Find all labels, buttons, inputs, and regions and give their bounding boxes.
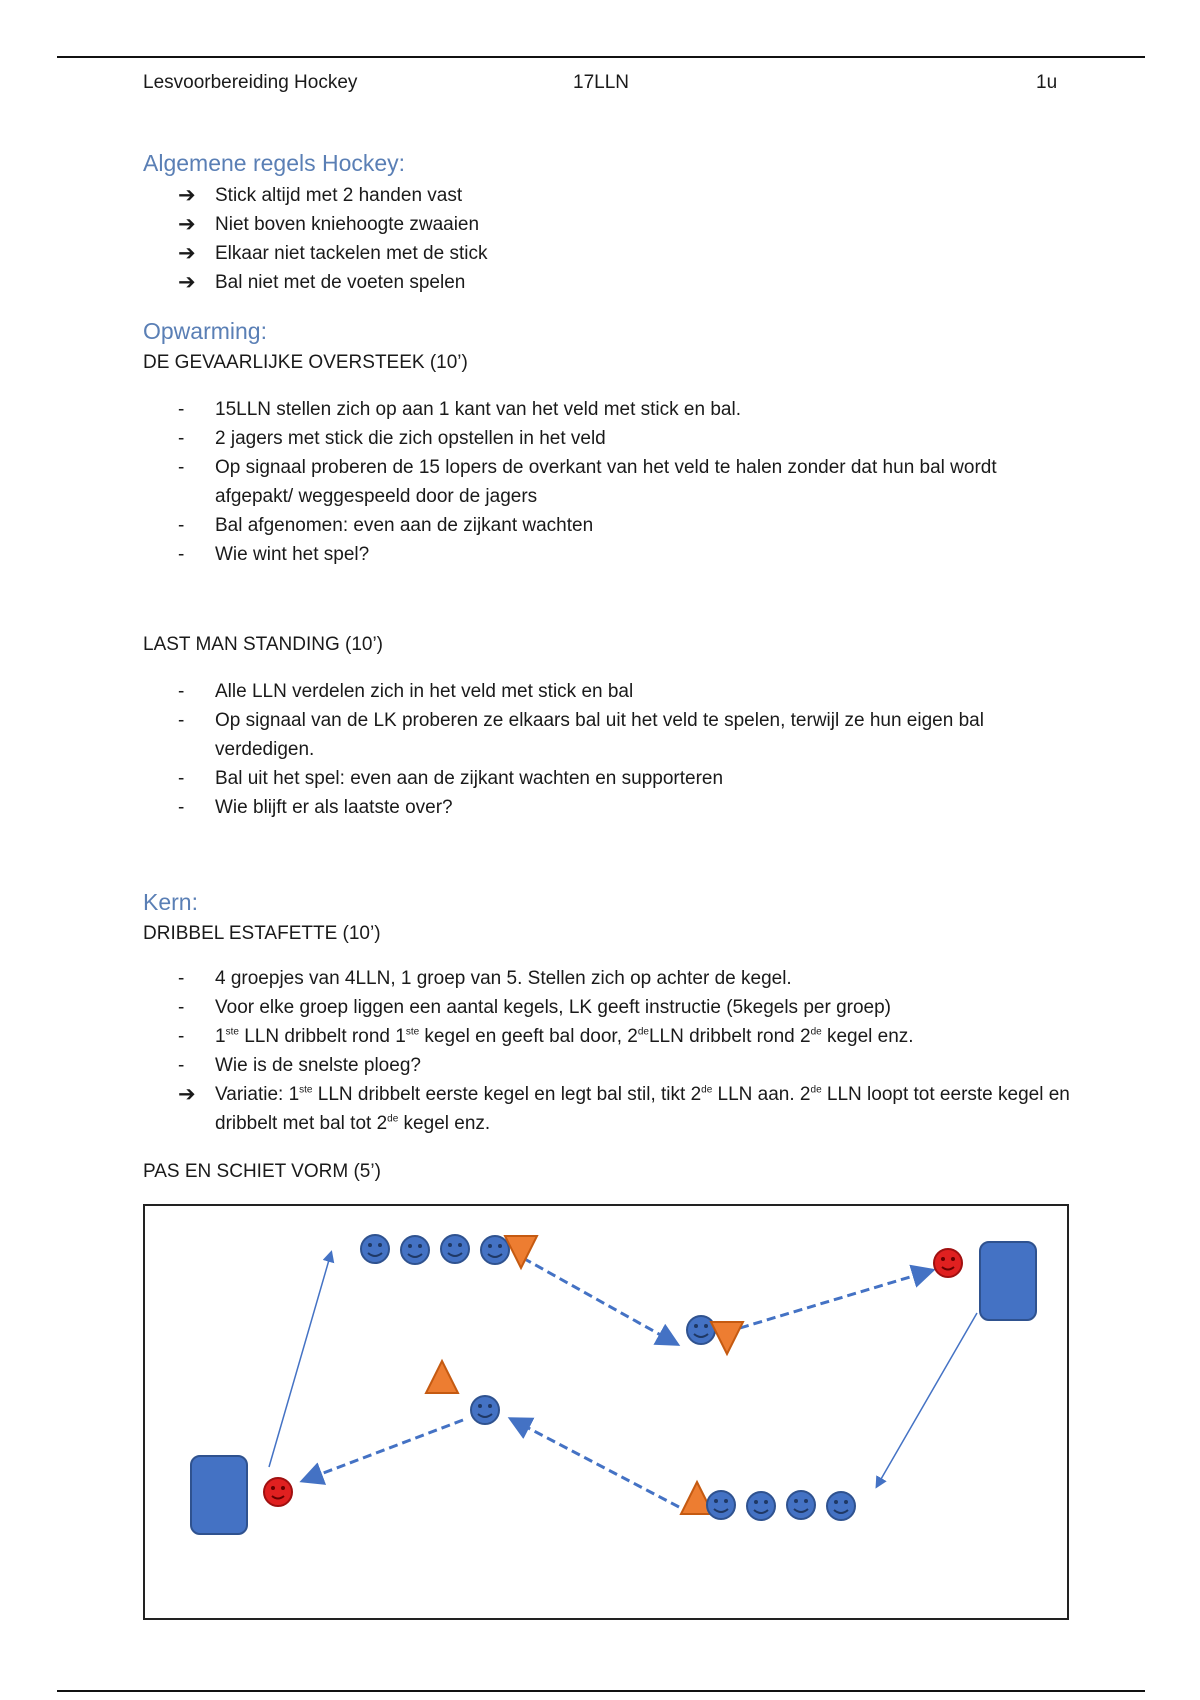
warmup-heading: Opwarming: [143, 318, 267, 344]
pass-shoot-diagram [143, 1204, 1069, 1620]
arrow-right-icon: ➔ [178, 271, 196, 294]
player-icon [471, 1396, 499, 1424]
list-item: ➔ Bal niet met de voeten spelen [178, 268, 1078, 297]
list-item: - Voor elke groep liggen een aantal kegels, LK geeft instructie (5kegels per groep) [178, 997, 891, 1018]
list-item: ➔ Stick altijd met 2 handen vast [178, 181, 1078, 210]
list-item: - Wie wint het spel? [178, 544, 370, 565]
player-icon [827, 1492, 855, 1520]
list-item: ➔ Variatie: 1ste LLN dribbelt eerste kegel en legt bal stil, tikt 2de LLN aan. 2de LLN loopt tot eerste kegel en dribbelt met bal tot 2de kegel enz. [178, 1080, 1078, 1138]
goal-left [191, 1456, 247, 1534]
warmup-game1-list [178, 395, 1078, 569]
list-item: - Wie is de snelste ploeg? [178, 1055, 421, 1076]
warmup-game1-title: DE GEVAARLIJKE OVERSTEEK (10’) [143, 352, 468, 373]
goal-right [980, 1242, 1036, 1320]
goalkeeper-icon [934, 1249, 962, 1277]
list-item: - Bal afgenomen: even aan de zijkant wachten [178, 515, 594, 536]
core-heading: Kern: [143, 889, 198, 915]
pass-arrow [513, 1420, 679, 1507]
rules-list [178, 181, 1078, 297]
rules-heading: Algemene regels Hockey: [143, 150, 406, 176]
player-icon [481, 1236, 509, 1264]
core-game1-list [178, 964, 1078, 1138]
list-item: - 15LLN stellen zich op aan 1 kant van het veld met stick en bal. [178, 399, 741, 420]
list-item: ➔ Niet boven kniehoogte zwaaien [178, 210, 1078, 239]
warmup-game2-title: LAST MAN STANDING (10’) [143, 634, 384, 655]
bottom-rule [57, 1690, 1145, 1692]
pass-arrow [305, 1420, 463, 1480]
header-duration: 1u [1036, 72, 1058, 93]
list-item: - 1ste LLN dribbelt rond 1ste kegel en geeft bal door, 2deLLN dribbelt rond 2de kegel enz. [178, 1026, 914, 1047]
core-game1-title: DRIBBEL ESTAFETTE (10’) [143, 923, 381, 944]
arrow-right-icon: ➔ [178, 213, 196, 236]
player-icon [687, 1316, 715, 1344]
header-group: 17LLN [573, 72, 629, 93]
player-icon [361, 1235, 389, 1263]
field-svg [145, 1206, 1067, 1618]
player-icon [401, 1236, 429, 1264]
list-item: - Op signaal proberen de 15 lopers de overkant van het veld te halen zonder dat hun bal wordt afgepakt/ weggespeeld door de jagers [178, 457, 997, 507]
cone-icon [711, 1322, 743, 1354]
list-item: - 4 groepjes van 4LLN, 1 groep van 5. Stellen zich op achter de kegel. [178, 968, 792, 989]
player-icon [441, 1235, 469, 1263]
cone-icon [426, 1361, 458, 1393]
pass-arrow [523, 1258, 675, 1343]
list-item: - Alle LLN verdelen zich in het veld met stick en bal [178, 681, 634, 702]
list-item: - Op signaal van de LK proberen ze elkaars bal uit het veld te spelen, terwijl ze hun eigen bal verdedigen. [178, 710, 984, 760]
list-item: - Bal uit het spel: even aan de zijkant wachten en supporteren [178, 768, 724, 789]
player-icon [707, 1491, 735, 1519]
warmup-game2-list [178, 677, 1078, 822]
arrow-right-icon: ➔ [178, 242, 196, 265]
header-title: Lesvoorbereiding Hockey [143, 72, 358, 93]
top-rule [57, 56, 1145, 58]
pass-arrow [740, 1271, 930, 1328]
list-item: ➔ Elkaar niet tackelen met de stick [178, 239, 1078, 268]
core-game2-title: PAS EN SCHIET VORM (5’) [143, 1161, 381, 1182]
player-icon [747, 1492, 775, 1520]
run-arrow [877, 1313, 977, 1486]
player-icon [787, 1491, 815, 1519]
run-arrow [269, 1253, 331, 1467]
goalkeeper-icon [264, 1478, 292, 1506]
list-item: - 2 jagers met stick die zich opstellen in het veld [178, 428, 606, 449]
arrow-right-icon: ➔ [178, 184, 196, 207]
arrow-right-icon: ➔ [178, 1083, 196, 1106]
list-item: - Wie blijft er als laatste over? [178, 797, 453, 818]
